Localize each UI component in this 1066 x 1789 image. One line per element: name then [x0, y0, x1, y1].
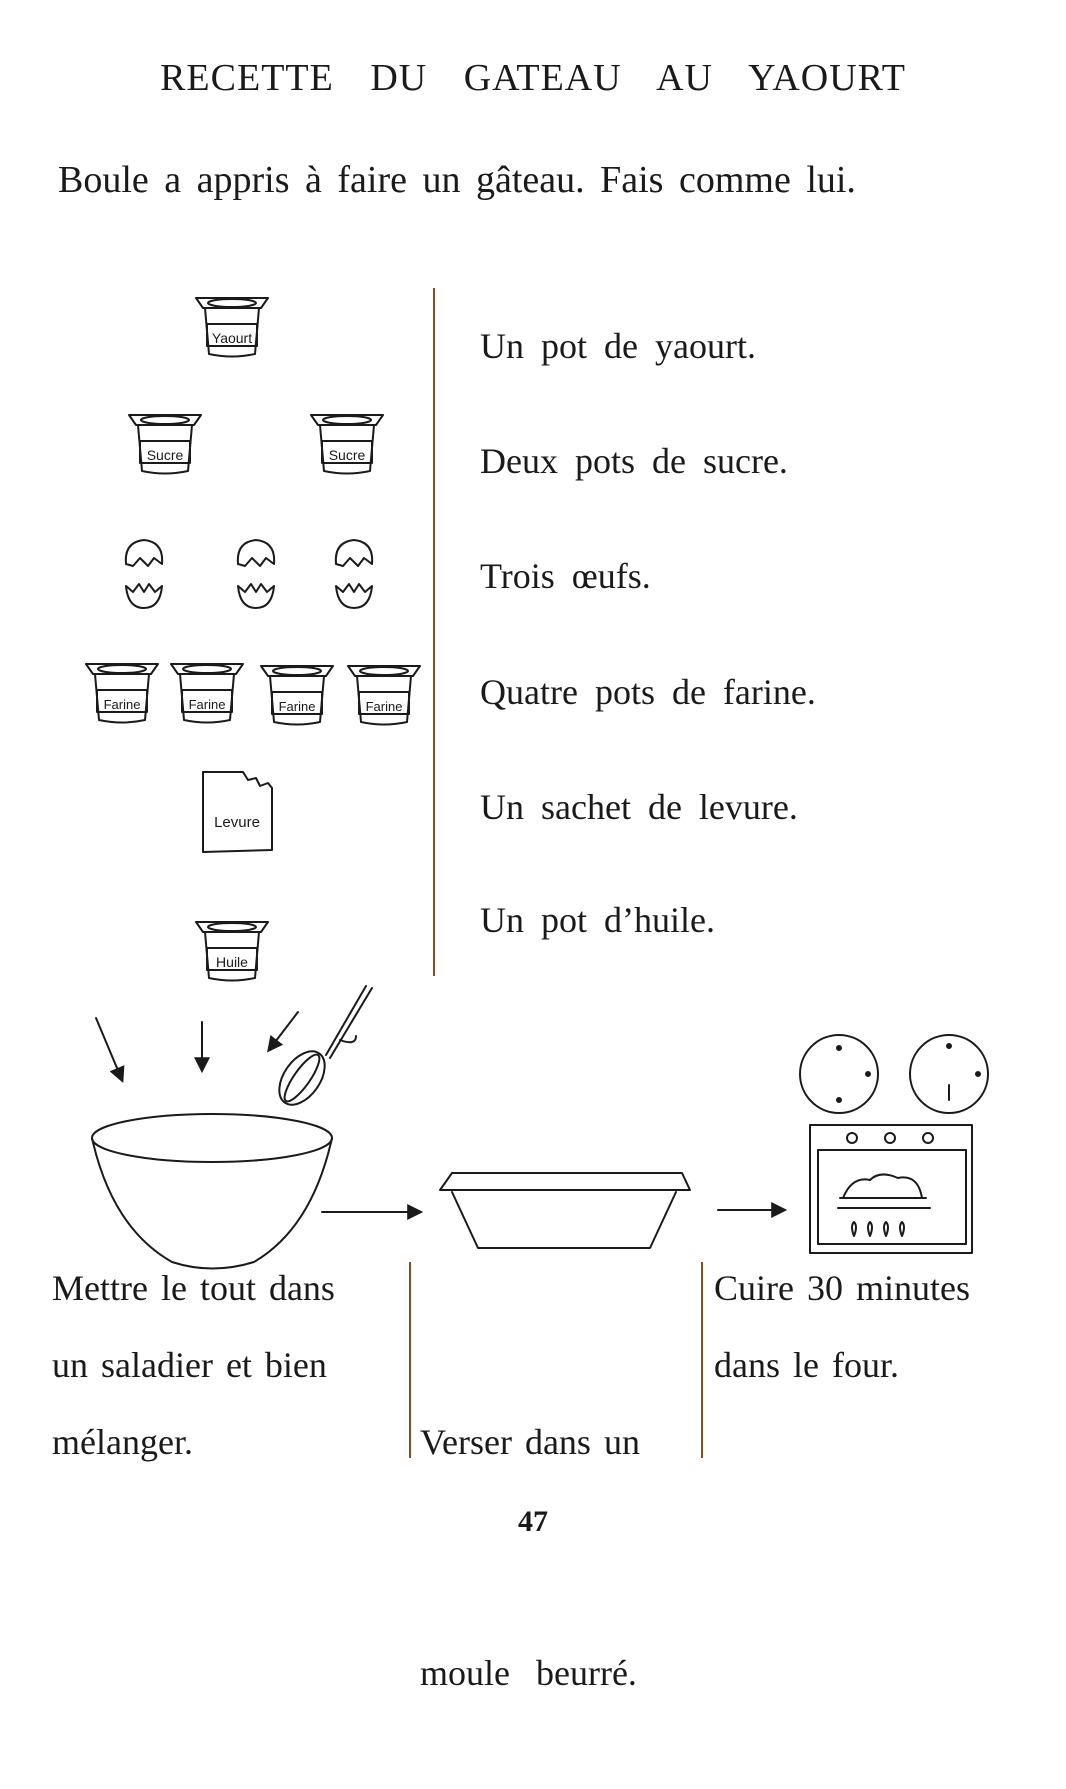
step-divider [701, 1262, 703, 1458]
page-title: RECETTE DU GATEAU AU YAOURT [160, 57, 906, 99]
ingredient-2: Deux pots de sucre. [480, 441, 788, 481]
oven-icon [800, 1035, 988, 1253]
step-pour-line: moule beurré. [420, 1653, 637, 1693]
svg-text:Yaourt: Yaourt [211, 330, 253, 346]
flour-pot-icon [348, 666, 420, 725]
svg-text:Farine: Farine [278, 699, 316, 714]
intro-text: Boule a appris à faire un gâteau. Fais comme lui. [58, 159, 856, 201]
step-bake [714, 1250, 970, 1404]
flour-pot-icon [171, 664, 243, 723]
mixing-bowl-icon [92, 1114, 332, 1269]
svg-text:Farine: Farine [365, 699, 403, 714]
step-mix [52, 1250, 335, 1481]
step-mix-line: un saladier et bien [52, 1345, 327, 1385]
svg-text:Huile: Huile [216, 954, 248, 970]
egg-icon [238, 540, 274, 608]
flour-pot-icon [261, 666, 333, 725]
page-number: 47 [518, 1505, 548, 1538]
ingredient-5: Un sachet de levure. [480, 787, 798, 827]
oil-pot-icon [196, 922, 268, 981]
yogurt-pot-icon [196, 298, 268, 357]
svg-text:Sucre: Sucre [146, 447, 184, 463]
step-bake-line: Cuire 30 minutes [714, 1268, 970, 1308]
step-bake-line: dans le four. [714, 1345, 899, 1385]
ingredient-1: Un pot de yaourt. [480, 326, 756, 366]
step-mix-line: Mettre le tout dans [52, 1268, 335, 1308]
ingredient-6: Un pot d’huile. [480, 900, 715, 940]
ingredient-3: Trois œufs. [480, 556, 651, 596]
ingredient-4: Quatre pots de farine. [480, 672, 816, 712]
step-pour-line: Verser dans un [420, 1422, 640, 1462]
svg-text:Sucre: Sucre [328, 447, 366, 463]
yeast-sachet-icon [203, 772, 272, 852]
arrow-icon [96, 1018, 122, 1080]
flour-pot-icon [86, 664, 158, 723]
step-divider [409, 1262, 411, 1458]
whisk-icon [270, 986, 372, 1113]
svg-text:Farine: Farine [103, 697, 141, 712]
step-mix-line: mélanger. [52, 1422, 193, 1462]
svg-text:Farine: Farine [188, 697, 226, 712]
arrow-icon [269, 1012, 298, 1050]
sugar-pot-icon [129, 415, 201, 474]
sugar-pot-icon [311, 415, 383, 474]
egg-icon [126, 540, 162, 608]
loaf-pan-icon [440, 1173, 690, 1248]
egg-icon [336, 540, 372, 608]
svg-text:Levure: Levure [214, 814, 260, 831]
